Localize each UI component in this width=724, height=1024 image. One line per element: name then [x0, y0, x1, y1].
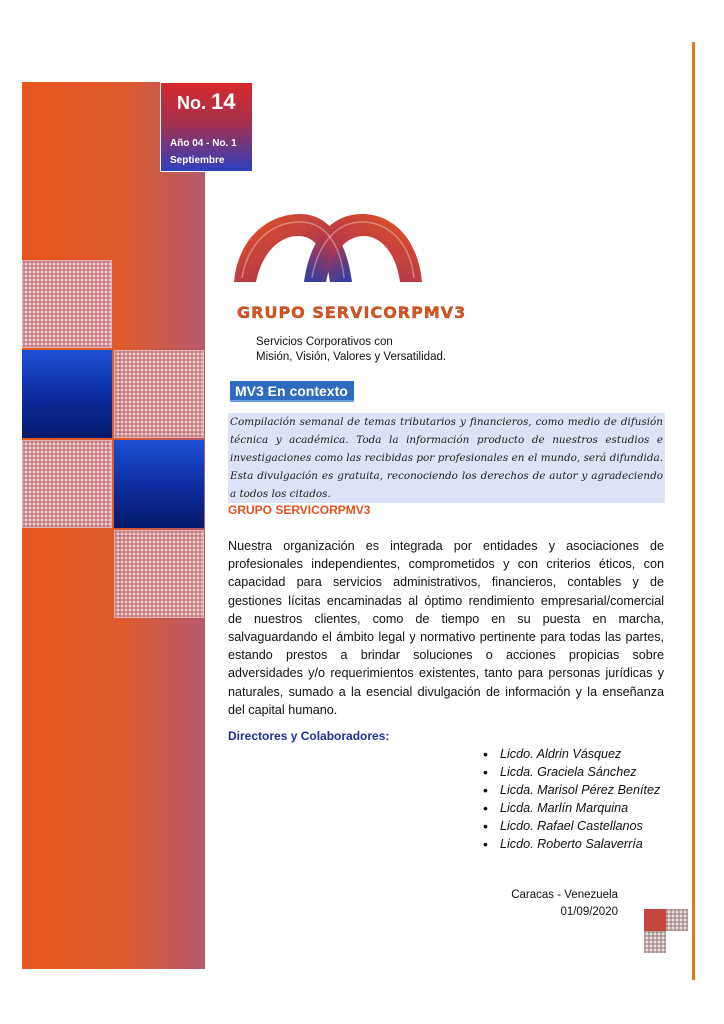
page-edge-rule [692, 42, 695, 980]
issue-month: Septiembre [170, 155, 225, 166]
decor-square-checker [666, 909, 688, 931]
list-item: • Licdo. Aldrin Vásquez [483, 745, 660, 763]
issue-badge [160, 82, 253, 172]
issue-year-line: Año 04 - No. 1 [170, 138, 237, 149]
decor-square-red [644, 909, 666, 931]
decor-tile-checker [22, 440, 112, 528]
issue-no-label: No. [177, 93, 206, 113]
list-item: • Licda. Graciela Sánchez [483, 763, 660, 781]
directors-list [483, 745, 660, 853]
directors-heading: Directores y Colaboradores: [228, 729, 390, 743]
list-item: • Licdo. Roberto Salaverría [483, 835, 660, 853]
footer-date: 01/09/2020 [560, 906, 618, 918]
about-paragraph: Nuestra organización es integrada por entidades y asociaciones de profesionales independientes, comprometidos y con criterios éticos, con capacidad para servicios administrativos, financieros, contables y de gestiones lícitas encaminadas al óptimo rendimiento empresarial/comercial de nuestros clientes, como de tiempo en su puesta en marcha, salvaguardando el ámbito legal y normativo pertinente para todas las partes, estando prestos a brindar soluciones o acciones propicias sobre adversidades y/o requerimientos existentes, tanto para personas jurídicas y naturales, sumado a la esencial divulgación de información y la enseñanza del capital humano. [228, 539, 664, 717]
list-item: • Licdo. Rafael Castellanos [483, 817, 660, 835]
footer-location [511, 887, 618, 921]
decor-tile-checker [114, 530, 204, 618]
decor-tile-checker [114, 350, 204, 438]
intro-paragraph: Compilación semanal de temas tributarios y financieros, como medio de difusión técnica y académica. Toda la información producto de nuestros estudios e investigaciones como las recibidas por profesionales en el mundo, será difundida. Esta divulgación es gratuita, reconociendo los derechos de autor y agradeciendo a todos los citados. [228, 413, 665, 503]
list-item: • Licda. Marlín Marquina [483, 799, 660, 817]
list-item: • Licda. Marisol Pérez Benítez [483, 781, 660, 799]
section-label: MV3 En contexto [230, 381, 354, 402]
issue-number: 14 [211, 89, 236, 114]
mv3-arches-logo-icon [228, 208, 428, 296]
brand-tagline-line-2: Misión, Visión, Valores y Versatilidad. [256, 351, 447, 363]
brand-tagline-line-1: Servicios Corporativos con [256, 336, 393, 348]
decor-tile-blue [114, 440, 204, 528]
brand-name: GRUPO SERVICORPMV3 [237, 303, 467, 322]
about-heading: GRUPO SERVICORPMV3 [228, 503, 371, 517]
decor-square-checker [644, 931, 666, 953]
decor-tile-blue [22, 350, 112, 438]
decor-tile-checker [22, 260, 112, 348]
footer-city: Caracas - Venezuela [511, 889, 618, 901]
